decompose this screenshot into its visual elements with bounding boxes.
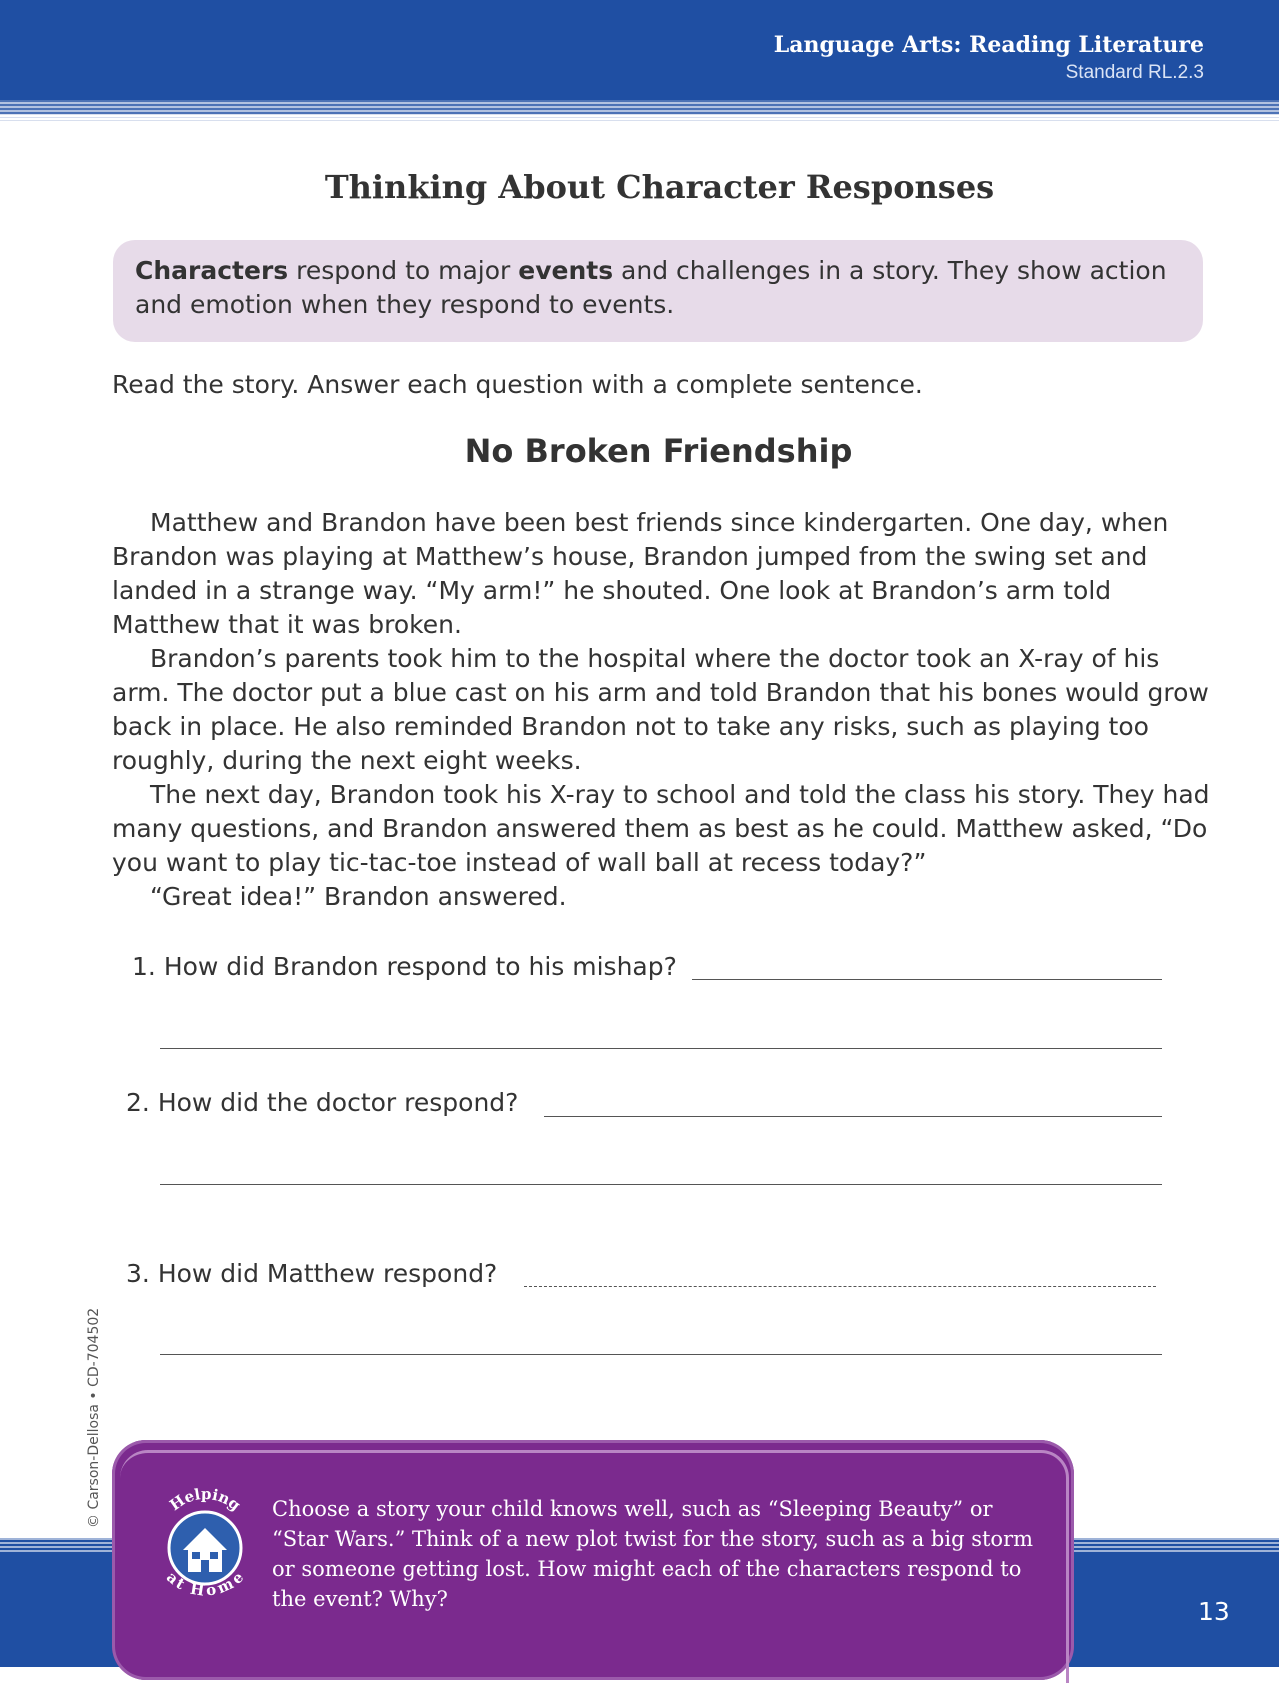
story-paragraph: “Great idea!” Brandon answered. [150,882,567,911]
story-paragraph: Matthew and Brandon have been best friends since kindergarten. One day, when Brandon was playing at Matthew’s house, Brandon jumped from the swing set and landed in a strange way. “My arm!” he shouted. One look at Brandon’s arm told Matthew that it was broken. [112,508,1169,639]
story-title: No Broken Friendship [464,432,853,470]
logo-text-top: Helping [166,1484,245,1515]
definition-box [113,240,1203,342]
definition-term-events: events [518,256,614,285]
definition-text-1: respond to major [288,256,519,285]
question-1 [132,952,677,981]
question-number: 3. [126,1259,150,1288]
instruction: Read the story. Answer each question with a complete sentence. [112,370,923,399]
page-title: Thinking About Character Responses [324,168,995,206]
helping-at-home-logo [150,1484,260,1604]
question-text: How did the doctor respond? [157,1088,519,1117]
story-paragraph: Brandon’s parents took him to the hospital where the doctor took an X-ray of his arm. The doctor put a blue cast on his arm and told Brandon that his bones would grow back in place. He also reminded Brandon not to take any risks, such as playing too roughly, during the next eight weeks. [112,644,1209,775]
story-paragraph: The next day, Brandon took his X-ray to school and told the class his story. They had many questions, and Brandon answered them as best as he could. Matthew asked, “Do you want to play tic-tac-toe instead of wall ball at recess today?” [112,780,1210,877]
definition-term-characters: Characters [135,256,289,285]
header-stripes [0,100,1279,114]
question-number: 1. [132,952,156,981]
copyright: © Carson-Dellosa • CD-704502 [86,1307,102,1528]
answer-line-1a[interactable] [692,979,1162,980]
answer-line-2b[interactable] [160,1184,1162,1185]
question-text: How did Brandon respond to his mishap? [163,952,677,981]
definition-text-2: and challenges in a story. They show action and emotion when they respond to events. [135,256,1167,319]
header-subject: Language Arts: Reading Literature [773,32,1204,58]
answer-line-2a[interactable] [544,1116,1162,1117]
question-text: How did Matthew respond? [157,1259,498,1288]
answer-line-1b[interactable] [160,1048,1162,1049]
answer-line-3a[interactable] [524,1286,1156,1287]
question-3 [126,1259,497,1288]
question-2 [126,1088,518,1117]
logo-text-bottom: at Home [162,1568,248,1600]
question-number: 2. [126,1088,150,1117]
page-number: 13 [1198,1597,1230,1626]
helping-at-home-text: Choose a story your child knows well, such as “Sleeping Beauty” or “Star Wars.” Think of a new plot twist for the story, such as a big storm or someone getting lost. How might each of the characters respond to the event? Why? [272,1497,1034,1611]
header-fade [0,114,1279,122]
story-body [112,506,1212,914]
header-standard: Standard RL.2.3 [1065,62,1204,83]
answer-line-3b[interactable] [160,1354,1162,1355]
